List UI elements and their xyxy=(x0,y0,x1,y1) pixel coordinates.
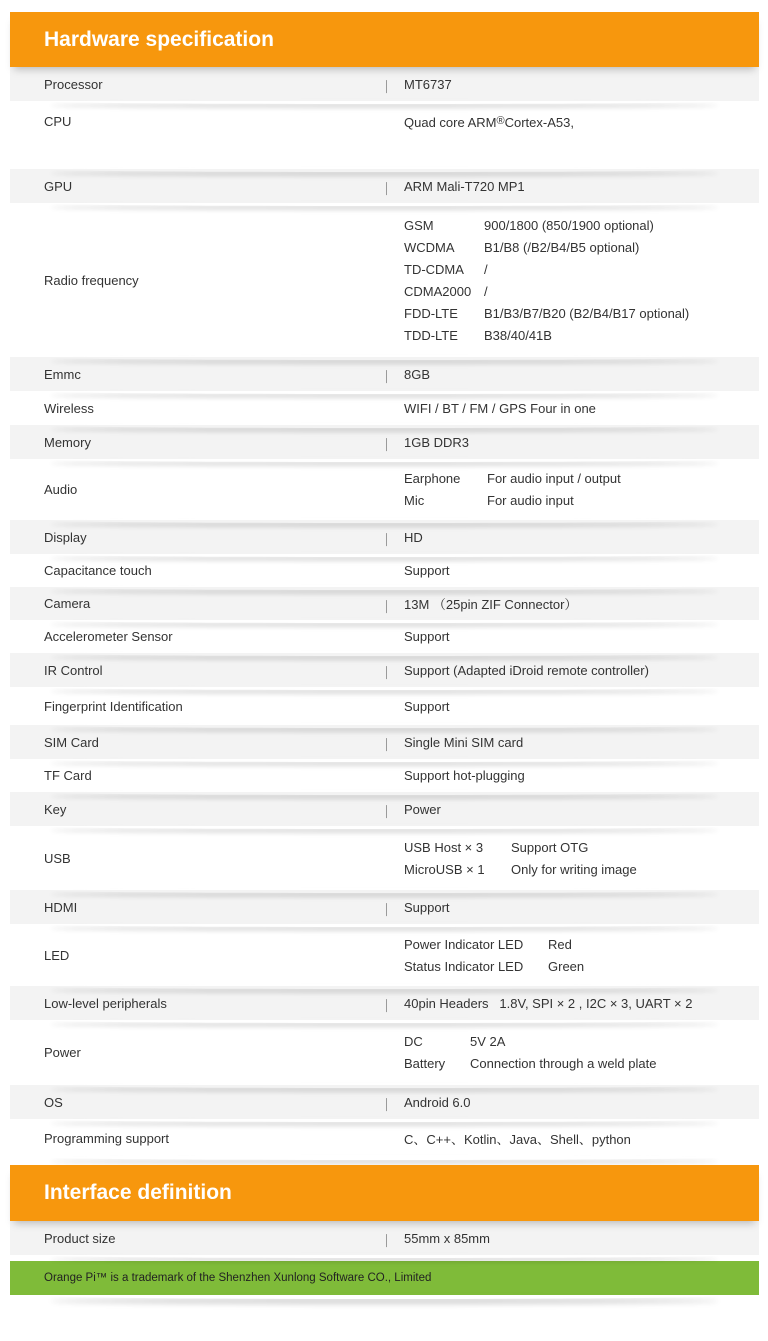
band-value: / xyxy=(484,261,488,277)
led-item-value: Red xyxy=(548,936,572,952)
wireless-label: Wireless xyxy=(44,400,94,416)
os-label: OS xyxy=(44,1094,63,1110)
band-name: TD-CDMA xyxy=(404,261,464,277)
row-radio-frequency xyxy=(10,203,759,357)
fingerprint-value: Support xyxy=(404,698,450,714)
row-led xyxy=(10,924,759,986)
led-list xyxy=(404,937,584,974)
sim-value: Single Mini SIM card xyxy=(386,725,759,759)
cpu-label: CPU xyxy=(44,114,72,129)
cpu-value-suffix: Cortex-A53, xyxy=(504,115,574,130)
audio-item-name: Mic xyxy=(404,493,425,508)
band-value: / xyxy=(484,283,488,299)
row-display xyxy=(10,520,759,554)
row-product-size xyxy=(10,1221,759,1255)
audio-item-name: Earphone xyxy=(404,471,461,486)
hdmi-value: Support xyxy=(386,890,759,924)
power-item-value: Connection through a weld plate xyxy=(470,1056,657,1071)
band-name: FDD-LTE xyxy=(404,305,458,321)
radio-band-list xyxy=(404,218,689,343)
power-item-name: Battery xyxy=(404,1056,446,1071)
band-value: B1/B8 (/B2/B4/B5 optional) xyxy=(484,239,640,255)
camera-value: 13M （25pin ZIF Connector） xyxy=(386,587,759,620)
emmc-value: 8GB xyxy=(386,357,759,391)
row-low-level-peripherals xyxy=(10,986,759,1020)
hardware-spec-header xyxy=(10,12,759,67)
row-tf-card xyxy=(10,759,759,792)
spec-sheet xyxy=(10,12,759,1295)
processor-value: MT6737 xyxy=(386,67,759,101)
usb-item-name: USB Host × 3 xyxy=(404,839,484,855)
hdmi-label: HDMI xyxy=(44,899,78,915)
power-list xyxy=(404,1034,656,1071)
row-cpu xyxy=(10,101,759,169)
camera-label: Camera xyxy=(44,596,91,611)
band-name: GSM xyxy=(404,217,434,233)
size-value: 55mm x 85mm xyxy=(386,1221,759,1255)
band-value: 900/1800 (850/1900 optional) xyxy=(484,217,654,233)
band-value: B38/40/41B xyxy=(484,327,552,343)
accelerometer-value: Support xyxy=(404,629,450,644)
row-sim-card xyxy=(10,725,759,759)
power-item-name: DC xyxy=(404,1034,423,1049)
row-gpu xyxy=(10,169,759,203)
led-item-name: Power Indicator LED xyxy=(404,936,524,952)
tf-label: TF Card xyxy=(44,768,92,783)
radio-label: Radio frequency xyxy=(44,272,139,288)
row-wireless xyxy=(10,391,759,425)
row-hdmi xyxy=(10,890,759,924)
audio-item-value: For audio input / output xyxy=(487,471,621,486)
row-usb xyxy=(10,826,759,890)
usb-item-value: Only for writing image xyxy=(511,861,637,877)
peripherals-label: Low-level peripherals xyxy=(44,995,167,1011)
programming-label: Programming support xyxy=(44,1130,169,1146)
audio-value xyxy=(386,459,759,520)
band-name: CDMA2000 xyxy=(404,283,472,299)
emmc-label: Emmc xyxy=(44,366,81,382)
key-label: Key xyxy=(44,801,67,817)
row-os xyxy=(10,1085,759,1119)
usb-item-value: Support OTG xyxy=(511,839,589,855)
tf-value: Support hot-plugging xyxy=(404,768,525,783)
power-label: Power xyxy=(44,1045,81,1060)
interface-definition-header xyxy=(10,1165,759,1221)
led-item-value: Green xyxy=(548,958,585,974)
row-capacitance-touch xyxy=(10,554,759,587)
size-label: Product size xyxy=(44,1230,116,1246)
fingerprint-label: Fingerprint Identification xyxy=(44,698,183,714)
accelerometer-label: Accelerometer Sensor xyxy=(44,629,173,644)
gpu-value: ARM Mali-T720 MP1 xyxy=(386,169,759,203)
row-fingerprint xyxy=(10,687,759,725)
row-power xyxy=(10,1020,759,1085)
ir-label: IR Control xyxy=(44,662,103,678)
ir-value: Support (Adapted iDroid remote controller) xyxy=(386,653,759,687)
row-camera xyxy=(10,587,759,620)
audio-label: Audio xyxy=(44,482,78,497)
memory-label: Memory xyxy=(44,434,91,450)
row-ir-control xyxy=(10,653,759,687)
peripherals-value: 40pin Headers 1.8V, SPI × 2 , I2C × 3, UART × 2 xyxy=(386,986,759,1020)
programming-value: C、C++、Kotlin、Java、Shell、python xyxy=(404,1131,631,1147)
os-value: Android 6.0 xyxy=(386,1085,759,1119)
key-value: Power xyxy=(386,792,759,826)
band-name: TDD-LTE xyxy=(404,327,458,343)
row-emmc xyxy=(10,357,759,391)
led-label: LED xyxy=(44,947,70,963)
display-label: Display xyxy=(44,529,87,545)
row-processor xyxy=(10,67,759,101)
wireless-value: WIFI / BT / FM / GPS Four in one xyxy=(404,400,596,416)
usb-list xyxy=(404,840,637,877)
row-memory xyxy=(10,425,759,459)
led-item-name: Status Indicator LED xyxy=(404,958,524,974)
hardware-spec-title: Hardware specification xyxy=(44,27,274,51)
usb-label: USB xyxy=(44,850,71,866)
cpu-value xyxy=(386,101,759,169)
touch-label: Capacitance touch xyxy=(44,563,152,578)
processor-label: Processor xyxy=(44,76,103,92)
registered-mark: ® xyxy=(496,115,505,127)
usb-item-name: MicroUSB × 1 xyxy=(404,861,485,877)
row-audio xyxy=(10,459,759,520)
touch-value: Support xyxy=(404,563,450,578)
memory-value: 1GB DDR3 xyxy=(386,425,759,459)
band-name: WCDMA xyxy=(404,239,455,255)
audio-item-value: For audio input xyxy=(487,493,574,508)
trademark-text: Orange Pi™ is a trademark of the Shenzhen Xunlong Software CO., Limited xyxy=(44,1272,432,1284)
power-value xyxy=(386,1020,759,1085)
row-key xyxy=(10,792,759,826)
radio-value xyxy=(386,203,759,357)
row-accelerometer xyxy=(10,620,759,653)
led-value xyxy=(386,924,759,986)
band-value: B1/B3/B7/B20 (B2/B4/B17 optional) xyxy=(484,305,690,321)
sim-label: SIM Card xyxy=(44,734,99,750)
row-programming-support xyxy=(10,1119,759,1157)
trademark-footer xyxy=(10,1261,759,1295)
power-item-value: 5V 2A xyxy=(470,1034,506,1049)
gpu-label: GPU xyxy=(44,178,73,194)
interface-definition-title: Interface definition xyxy=(44,1181,232,1204)
display-value: HD xyxy=(386,520,759,554)
usb-value xyxy=(386,826,759,890)
cpu-value-text: Quad core ARM xyxy=(404,115,497,130)
audio-list xyxy=(404,471,621,508)
